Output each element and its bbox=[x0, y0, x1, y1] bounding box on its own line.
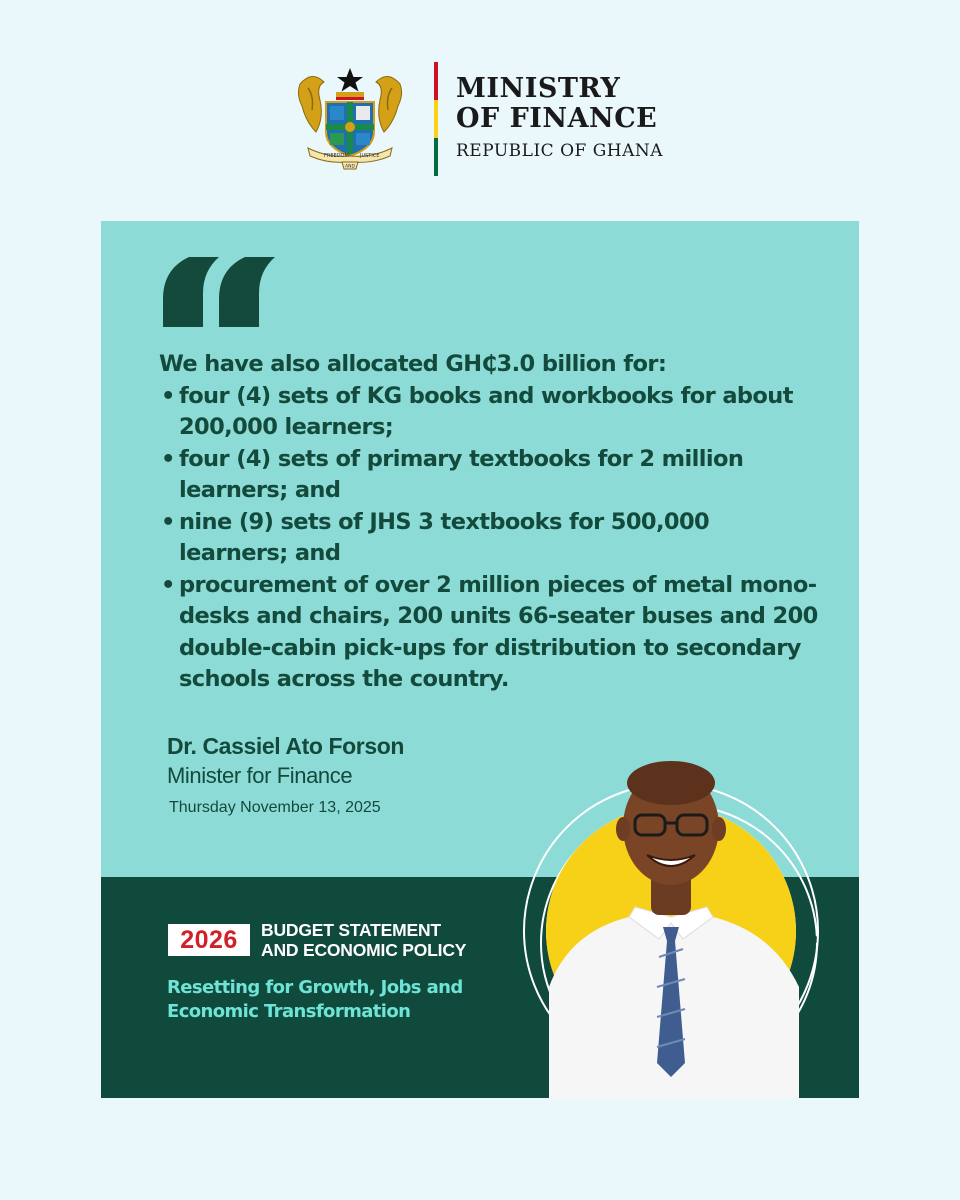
budget-theme-line1: Resetting for Growth, Jobs and bbox=[167, 977, 463, 998]
list-item-text: four (4) sets of KG books and workbooks for about 200,000 learners; bbox=[179, 382, 793, 440]
svg-text:FREEDOM: FREEDOM bbox=[324, 153, 349, 159]
list-item-text: four (4) sets of primary textbooks for 2 million learners; and bbox=[179, 445, 744, 503]
ministry-title bbox=[456, 74, 716, 134]
ministry-title-line2: OF FINANCE bbox=[456, 103, 658, 134]
bullet-icon: • bbox=[161, 445, 175, 472]
list-item bbox=[159, 444, 819, 507]
speaker-name: Dr. Cassiel Ato Forson bbox=[167, 733, 405, 759]
quotation-mark-icon bbox=[159, 253, 277, 331]
flag-gold-stripe bbox=[434, 100, 438, 138]
ghana-coat-of-arms-icon bbox=[294, 66, 406, 172]
svg-text:AND: AND bbox=[345, 164, 355, 170]
bullet-icon: • bbox=[161, 382, 175, 409]
minister-portrait bbox=[509, 717, 839, 1098]
header bbox=[0, 0, 960, 220]
speaker-role: Minister for Finance bbox=[167, 763, 353, 788]
bullet-icon: • bbox=[161, 571, 175, 598]
quote-list bbox=[159, 381, 819, 696]
quote-intro: We have also allocated GH₵3.0 billion for: bbox=[159, 351, 667, 377]
ministry-title-line1: MINISTRY bbox=[456, 73, 621, 104]
republic-subtitle: REPUBLIC OF GHANA bbox=[456, 141, 664, 161]
list-item bbox=[159, 381, 819, 444]
list-item bbox=[159, 570, 819, 696]
flag-red-stripe bbox=[434, 62, 438, 100]
flag-green-stripe bbox=[434, 138, 438, 176]
bullet-icon: • bbox=[161, 508, 175, 535]
list-item-text: nine (9) sets of JHS 3 textbooks for 500,000 learners; and bbox=[179, 508, 710, 566]
quote-card bbox=[101, 221, 859, 1098]
speech-date: Thursday November 13, 2025 bbox=[169, 799, 381, 816]
list-item bbox=[159, 507, 819, 570]
budget-year-badge: 2026 bbox=[168, 924, 250, 956]
budget-title-line2: AND ECONOMIC POLICY bbox=[261, 940, 467, 960]
budget-theme-line2: Economic Transformation bbox=[167, 1001, 411, 1022]
list-item-text: procurement of over 2 million pieces of metal mono-desks and chairs, 200 units 66-seater buses and 200 double-cabin pick-ups for distribution to secondary schools across the country. bbox=[179, 571, 818, 692]
svg-text:JUSTICE: JUSTICE bbox=[360, 153, 380, 159]
budget-title-line1: BUDGET STATEMENT bbox=[261, 920, 441, 940]
quote-text bbox=[159, 349, 819, 696]
ghana-flag-divider bbox=[434, 62, 438, 176]
